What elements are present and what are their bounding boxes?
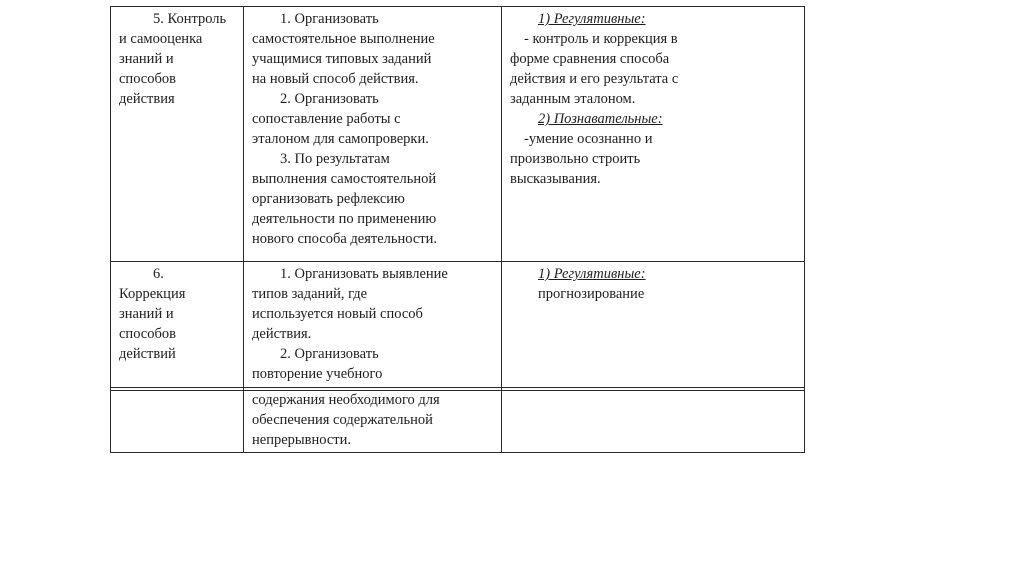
action-line: нового способа деятельности. <box>252 231 438 247</box>
action-line: повторение учебного <box>252 366 383 382</box>
action-line: на новый способ действия. <box>252 71 419 87</box>
action-line: 1. Организовать <box>280 11 379 27</box>
uud-cell <box>502 7 805 262</box>
action-line: используется новый способ <box>252 306 423 322</box>
uud-category-label: 1) Регулятивные: <box>538 266 646 282</box>
action-line: обеспечения содержательной <box>252 412 433 428</box>
uud-line: заданным эталоном. <box>510 91 636 107</box>
uud-line: форме сравнения способа <box>510 51 670 67</box>
action-line: сопоставление работы с <box>252 111 401 127</box>
action-line: 3. По результатам <box>280 151 390 167</box>
uud-category-label: 2) Познавательные: <box>538 111 663 127</box>
uud-cell <box>502 388 805 453</box>
stage-line: и самооценка <box>119 31 203 47</box>
action-line: 2. Организовать <box>280 91 379 107</box>
table-row-control <box>111 7 805 262</box>
action-line: деятельности по применению <box>252 211 437 227</box>
uud-line: произвольно строить <box>510 151 641 167</box>
teacher-actions-cell <box>244 388 502 453</box>
uud-line: высказывания. <box>510 171 601 187</box>
action-line: самостоятельное выполнение <box>252 31 435 47</box>
stage-line: способов <box>119 326 176 342</box>
uud-line: прогнозирование <box>538 286 645 302</box>
stage-line: знаний и <box>119 306 174 322</box>
table-row-correction <box>111 262 805 391</box>
stage-line: 6. <box>153 266 164 282</box>
stage-cell <box>111 7 244 262</box>
stage-line: 5. Контроль <box>153 11 227 27</box>
action-line: 2. Организовать <box>280 346 379 362</box>
stage-line: действий <box>119 346 176 362</box>
action-line: организовать рефлексию <box>252 191 405 207</box>
action-line: непрерывности. <box>252 432 352 448</box>
lesson-plan-table-continuation <box>110 387 805 453</box>
stage-cell <box>111 388 244 453</box>
uud-category-label: 1) Регулятивные: <box>538 11 646 27</box>
uud-line: -умение осознанно и <box>524 131 653 147</box>
stage-line: Коррекция <box>119 286 186 302</box>
action-line: эталоном для самопроверки. <box>252 131 429 147</box>
action-line: действия. <box>252 326 312 342</box>
stage-cell <box>111 262 244 391</box>
action-line: типов заданий, где <box>252 286 368 302</box>
action-line: учащимися типовых заданий <box>252 51 432 67</box>
action-line: содержания необходимого для <box>252 392 440 408</box>
stage-line: знаний и <box>119 51 174 67</box>
stage-line: действия <box>119 91 175 107</box>
lesson-plan-table <box>110 6 805 391</box>
uud-line: действия и его результата с <box>510 71 679 87</box>
uud-cell <box>502 262 805 391</box>
teacher-actions-cell <box>244 7 502 262</box>
uud-line: - контроль и коррекция в <box>524 31 678 47</box>
action-line: 1. Организовать выявление <box>280 266 448 282</box>
table-row-continuation <box>111 388 805 453</box>
action-line: выполнения самостоятельной <box>252 171 437 187</box>
teacher-actions-cell <box>244 262 502 391</box>
stage-line: способов <box>119 71 176 87</box>
